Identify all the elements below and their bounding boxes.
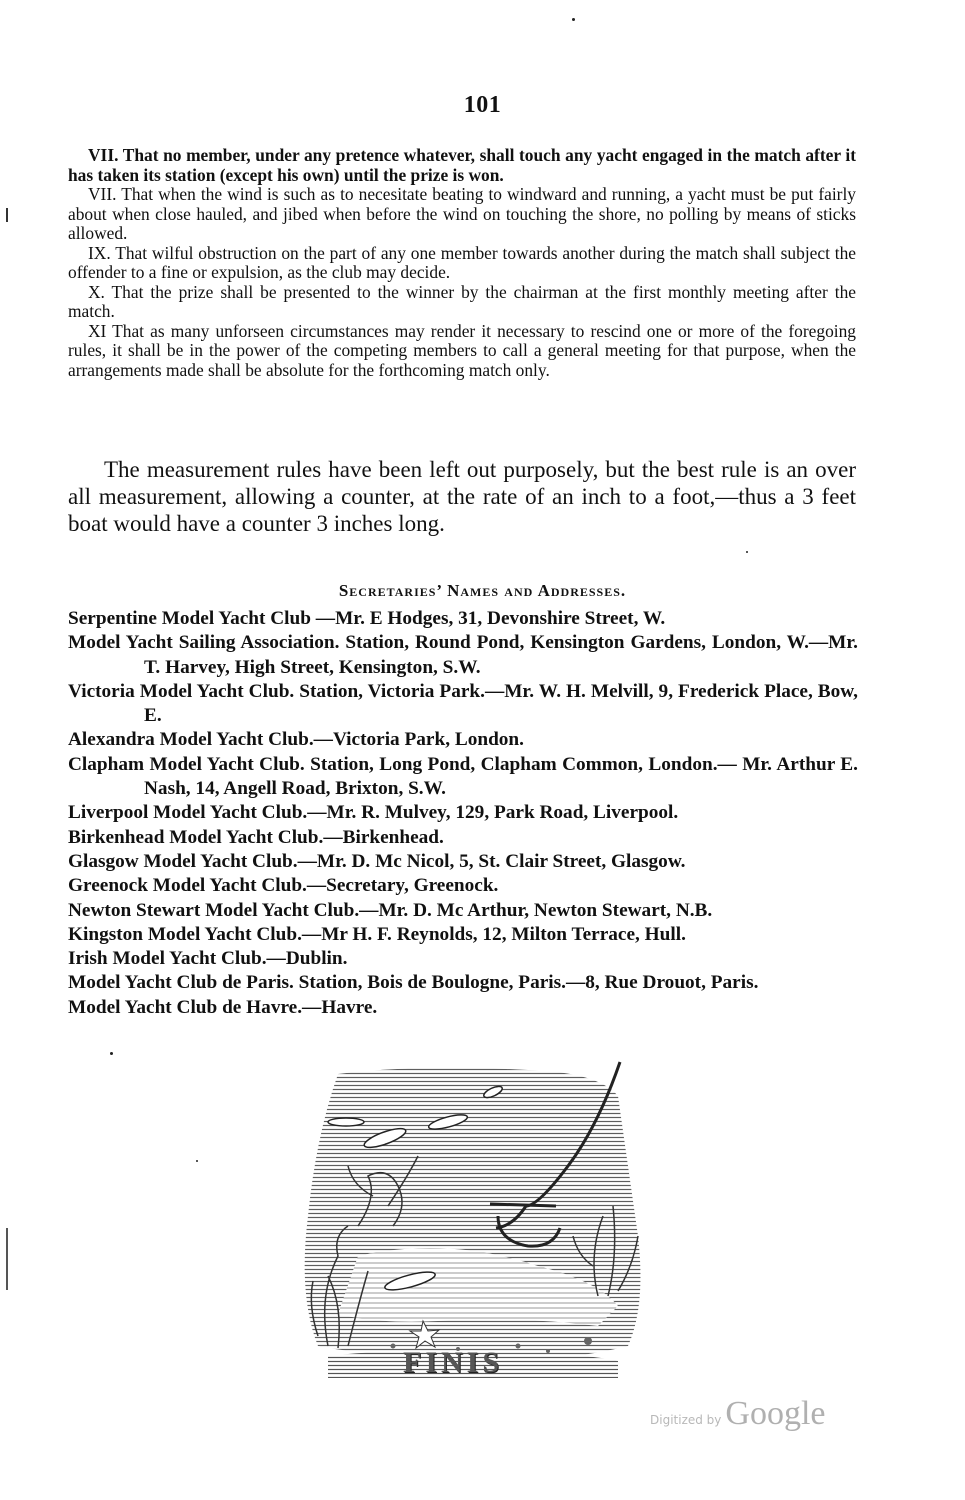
scan-speck — [110, 1052, 113, 1055]
measurement-paragraph: The measurement rules have been left out purposely, but the best rule is an over all measurement, allowing a counter, at the rate of an inch to a foot,—thus a 3 feet boat would have a counter 3 inches long. — [68, 457, 856, 536]
rule-paragraph: VII. That no member, under any pretence whatever, shall touch any yacht engaged in the match after it has taken its station (except his own) until the prize is won. — [68, 145, 856, 185]
club-entry: Liverpool Model Yacht Club.—Mr. R. Mulvey, 129, Park Road, Liverpool. — [68, 802, 679, 824]
underwater-anchor-illustration — [298, 1056, 646, 1388]
section-heading: Secretaries’ Names and Addresses. — [338, 581, 627, 600]
club-rules — [68, 146, 856, 380]
club-entry: Model Yacht Club de Paris. Station, Bois de Boulogne, Paris.—8, Rue Drouot, Paris. — [68, 972, 759, 994]
club-entry: Serpentine Model Yacht Club —Mr. E Hodges, 31, Devonshire Street, W. — [68, 608, 666, 629]
scan-speck — [746, 551, 748, 553]
finis-caption: FINIS — [403, 1346, 504, 1379]
scan-edge-mark — [6, 1228, 8, 1290]
rule-paragraph: XI That as many unforseen circumstances may render it necessary to rescind one or more of the foregoing rules, it shall be in the power of the competing members to call a general meeting for that purpose, when the arrangements made shall be absolute for the forthcoming match only. — [68, 320, 856, 380]
club-entry: Model Yacht Sailing Association. Station, Round Pond, Kensington Gardens, London, W.—Mr. T. Harvey, High Street, Kensington, S.W. — [68, 632, 858, 678]
club-entry: Greenock Model Yacht Club.—Secretary, Greenock. — [68, 875, 499, 897]
rule-paragraph: X. That the prize shall be presented to the winner by the chairman at the first monthly meeting after the match. — [68, 281, 856, 321]
scan-speck — [572, 18, 575, 21]
club-entry: Victoria Model Yacht Club. Station, Victoria Park.—Mr. W. H. Melvill, 9, Frederick Place, Bow, E. — [68, 680, 858, 727]
digitized-watermark — [650, 1395, 826, 1433]
google-logo: Google — [725, 1395, 826, 1432]
club-entry: Kingston Model Yacht Club.—Mr H. F. Reynolds, 12, Milton Terrace, Hull. — [68, 923, 686, 945]
watermark-prefix: Digitized by — [650, 1413, 722, 1427]
rule-paragraph: VII. That when the wind is such as to necesitate beating to windward and running, a yacht must be put fairly about when close hauled, and jibed when before the wind on touching the shore, no polling by means of sticks allowed. — [68, 184, 856, 243]
scan-edge-mark — [6, 208, 8, 222]
club-entry: Model Yacht Club de Havre.—Havre. — [68, 996, 378, 1018]
page-number: 101 — [463, 92, 502, 118]
club-entry: Newton Stewart Model Yacht Club.—Mr. D. Mc Arthur, Newton Stewart, N.B. — [68, 899, 713, 921]
club-entry: Alexandra Model Yacht Club.—Victoria Park, London. — [68, 729, 524, 751]
club-entry: Irish Model Yacht Club.—Dublin. — [68, 948, 348, 970]
rule-paragraph: IX. That wilful obstruction on the part of any one member towards another during the match shall subject the offender to a fine or expulsion, as the club may decide. — [68, 242, 856, 282]
club-entry: Clapham Model Yacht Club. Station, Long Pond, Clapham Common, London.— Mr. Arthur E. Nash, 14, Angell Road, Brixton, S.W. — [68, 753, 858, 800]
scan-speck — [196, 1160, 198, 1162]
measurement-note — [68, 456, 856, 537]
finis-engraving — [298, 1056, 646, 1388]
club-entry: Glasgow Model Yacht Club.—Mr. D. Mc Nicol, 5, St. Clair Street, Glasgow. — [68, 850, 686, 872]
secretaries-list — [68, 607, 858, 1020]
club-entry: Birkenhead Model Yacht Club.—Birkenhead. — [68, 826, 444, 848]
